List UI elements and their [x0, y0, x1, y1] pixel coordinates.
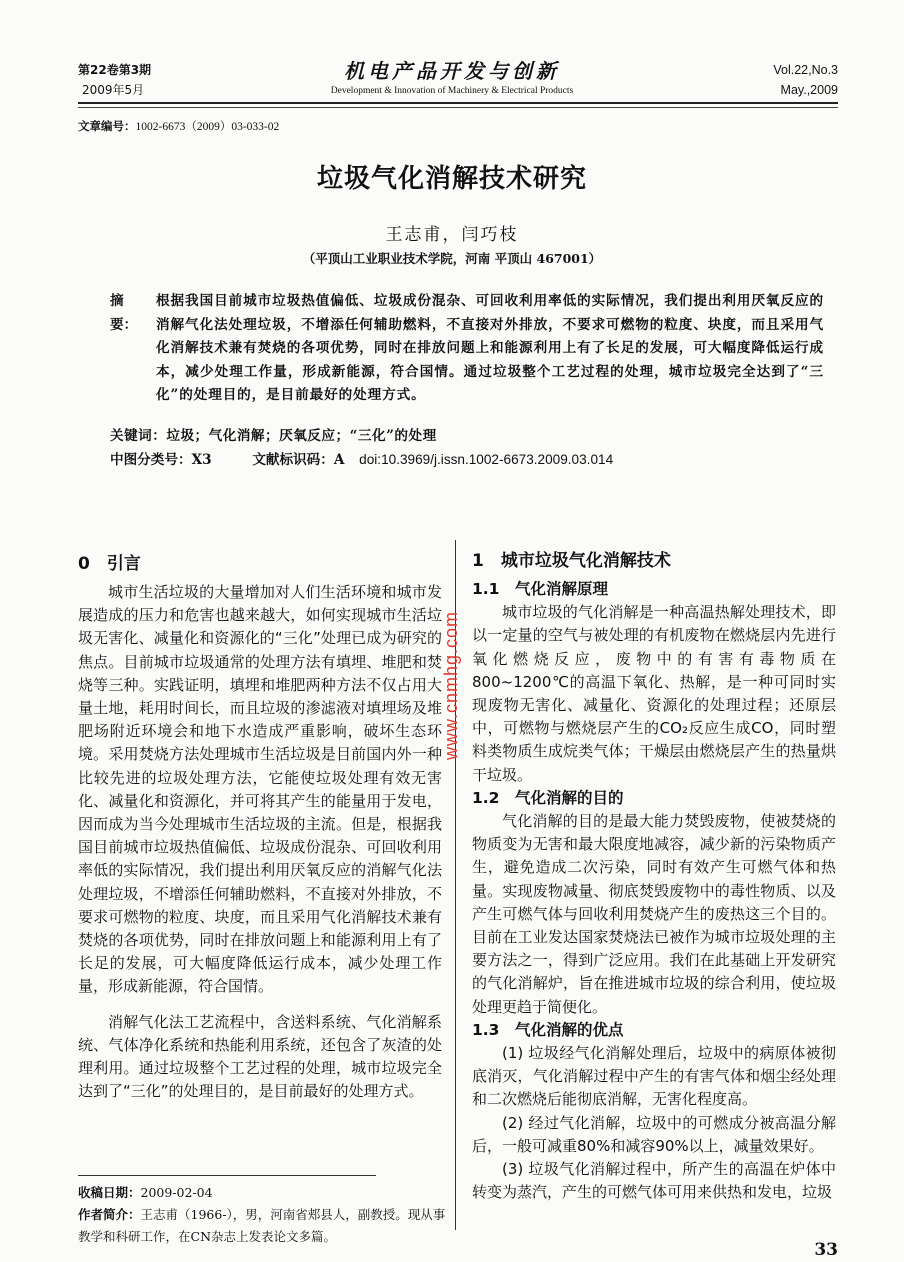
received-date	[78, 1182, 448, 1204]
doi: doi:10.3969/j.issn.1002-6673.2009.03.014	[359, 452, 614, 467]
keywords-label: 关键词：	[110, 428, 167, 444]
subsection-heading-1-2: 1.2 气化消解的目的	[472, 788, 624, 807]
list-item: (3) 垃圾气化消解过程中，所产生的高温在炉体中转变为蒸汽，产生的可燃气体可用来供热和发电，垃圾	[472, 1160, 836, 1202]
journal-title-en: Development & Innovation of Machinery & Electrical Products	[330, 86, 574, 96]
journal-title: 机电产品开发与创新	[344, 59, 560, 83]
subsection-heading-1-3: 1.3 气化消解的优点	[472, 1020, 624, 1039]
subsection-heading-1-1: 1.1 气化消解原理	[472, 580, 608, 598]
paragraph: 城市生活垃圾的大量增加对人们生活环境和城市发展造成的压力和危害也越来越大，如何实现城市生活垃圾无害化、减量化和资源化的“三化”处理已成为研究的焦点。目前城市垃圾通常的处理方法有填埋、堆肥和焚烧等三种。实践证明，填埋和堆肥两种方法不仅占用大量土地，耗用时间长，而且垃圾的渗滤液对填埋场及堆肥场附近环境会和地下水造成严重影响，破坏生态环境。采用焚烧方法处理城市生活垃圾是目前国内外一种比较先进的垃圾处理方法，它能使垃圾处理有效无害化、减量化和资源化，并可将其产生的能量用于发电，因而成为当今处理城市生活垃圾的主流。但是，根据我国目前城市垃圾热值偏低、垃圾成份混杂、可回收利用率低的实际情况，我们提出利用厌氧反应的消解气化法处理垃圾，不增添任何辅助燃料，不直接对外排放，不要求可燃物的粒度、块度，而且采用气化消解技术兼有焚烧的各项优势，同时在排放问题上和能源利用上有了长足的发展，可大幅度降低运行成本，减少处理工作量，形成新能源，符合国情。	[78, 583, 442, 996]
classification	[110, 448, 613, 468]
clc-label: 中图分类号：	[110, 452, 192, 468]
date-en: May.,2009	[780, 83, 838, 97]
list-item: (1) 垃圾经气化消解处理后，垃圾中的病原体被彻底消灭，气化消解过程中产生的有害气体和烟尘经处理和二次燃烧后能彻底消解，无害化程度高。	[472, 1044, 836, 1109]
watermark: www.cnmhg.com	[441, 610, 461, 760]
header-rule	[78, 102, 838, 104]
abstract-text: 根据我国目前城市垃圾热值偏低、垃圾成份混杂、可回收利用率低的实际情况，我们提出利用厌氧反应的消解气化法处理垃圾，不增添任何辅助燃料，不直接对外排放，不要求可燃物的粒度、块度，而且采用气化消解技术兼有焚烧的各项优势，同时在排放问题上和能源利用上有了长足的发展，可大幅度降低运行成本，减少处理工作量，形成新能源，符合国情。通过垃圾整个工艺过程的处理，城市垃圾完全达到了“三化”的处理目的，是目前最好的处理方式。	[156, 293, 824, 403]
received-value: 2009-02-04	[140, 1185, 213, 1200]
author-bio-label: 作者简介：	[78, 1207, 141, 1222]
header-rule-thin	[78, 107, 838, 108]
keywords	[110, 424, 437, 444]
author-bio-text: 王志甫（1966-），男，河南省郏县人，副教授。现从事教学和科研工作，在CN杂志上发表论文多篇。	[78, 1207, 446, 1244]
abstract	[110, 290, 824, 408]
section-heading-intro: 0 引言	[78, 554, 141, 574]
footnote	[78, 1182, 448, 1248]
affiliation: （平顶山工业职业技术学院，河南 平顶山 467001）	[302, 251, 602, 266]
journal-masthead	[250, 58, 654, 98]
journal-issue-en	[773, 60, 838, 100]
volume-issue: 第22卷第3期	[78, 63, 152, 77]
left-column	[78, 551, 442, 1103]
footnote-rule	[78, 1175, 376, 1176]
paragraph: 城市垃圾的气化消解是一种高温热解处理技术，即以一定量的空气与被处理的有机废物在燃烧层内先进行氧化燃烧反应，废物中的有害有毒物质在800~1200℃的高温下氧化、热解，是一种可同时实现废物无害化、减量化、资源化的处理过程；还原层中，可燃物与燃烧层产生的CO₂反应生成CO，同时塑料类物质生成烷类气体；干燥层由燃烧层产生的热量烘干垃圾。	[472, 603, 836, 784]
article-number-value: 1002-6673（2009）03-033-02	[135, 121, 280, 133]
paragraph: 消解气化法工艺流程中，含送料系统、气化消解系统、气体净化系统和热能利用系统，还包含了灰渣的处理利用。通过垃圾整个工艺过程的处理，城市垃圾完全达到了“三化”的处理目的，是目前最好的处理方式。	[78, 1012, 442, 1101]
right-column	[472, 548, 836, 1204]
section-heading-1: 1 城市垃圾气化消解技术	[472, 551, 671, 571]
paragraph: 气化消解的目的是最大能力焚毁废物，使被焚烧的物质变为无害和最大限度地减容，减少新的污染物质产生，避免造成二次污染，同时有效产生可燃气体和热量。实现废物减量、彻底焚毁废物中的毒性物质、以及产生可燃气体与回收利用焚烧产生的废热这三个目的。目前在工业发达国家焚烧法已被作为城市垃圾处理的主要方法之一，得到广泛应用。我们在此基础上开发研究的气化消解炉，旨在推进城市垃圾的综合利用，使垃圾处理更趋于简便化。	[472, 812, 836, 1016]
list-item: (2) 经过气化消解，垃圾中的可燃成分被高温分解后，一般可减重80%和减容90%以上，减量效果好。	[472, 1113, 836, 1155]
journal-issue	[78, 60, 151, 100]
page-number: 33	[814, 1240, 838, 1260]
doc-code-value: A	[333, 452, 345, 468]
abstract-label: 摘 要：	[110, 293, 138, 333]
clc-value: X3	[191, 452, 212, 468]
received-label: 收稿日期：	[78, 1185, 141, 1200]
keywords-text: 垃圾；气化消解；厌氧反应；“三化”的处理	[166, 428, 437, 444]
doc-code-label: 文献标识码：	[252, 452, 334, 468]
article-number-label: 文章编号：	[78, 119, 136, 133]
volume-en: Vol.22,No.3	[773, 63, 838, 77]
authors: 王志甫，闫巧枝	[385, 225, 519, 245]
issue-date: 2009年5月	[82, 83, 145, 97]
author-bio	[78, 1204, 448, 1248]
article-number	[78, 118, 279, 134]
paper-title: 垃圾气化消解技术研究	[316, 164, 587, 194]
